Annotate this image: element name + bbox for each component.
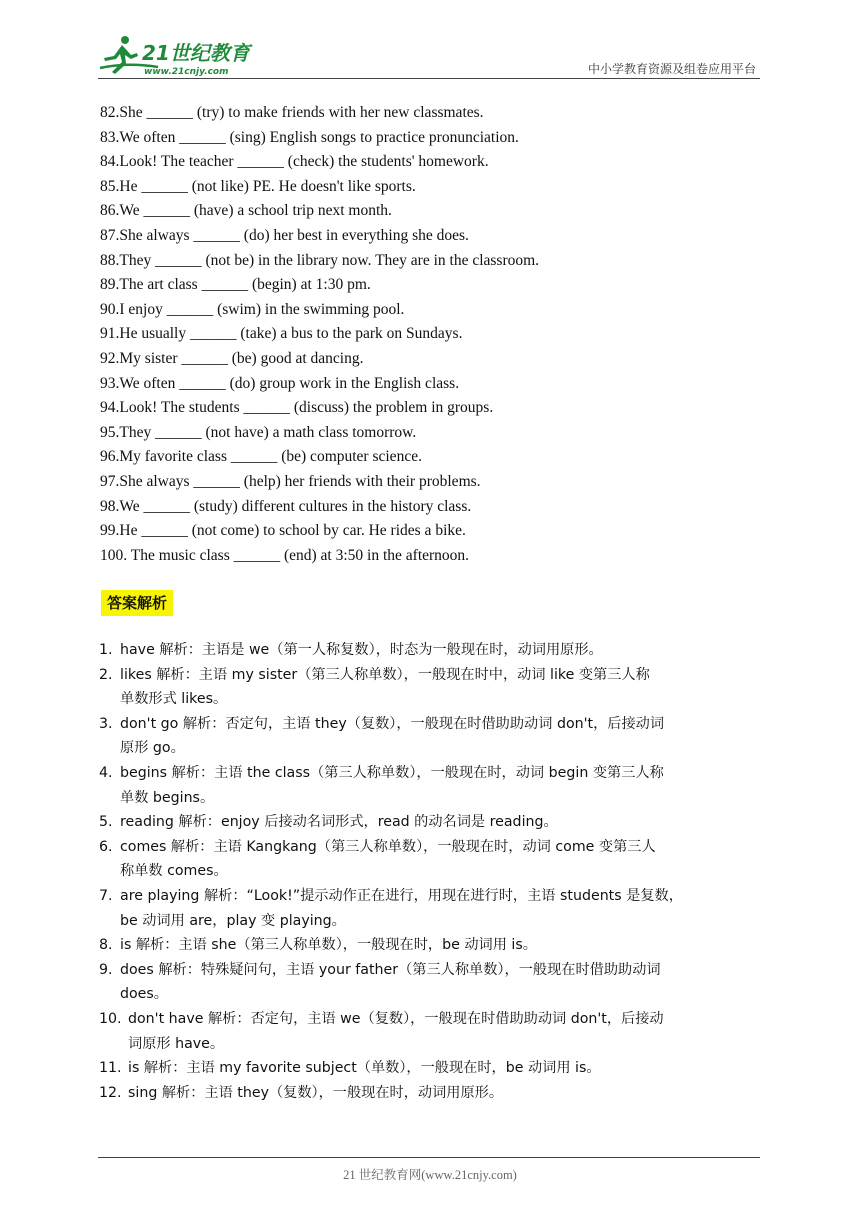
- answer-item: [99, 638, 763, 663]
- answer-number: 11.: [99, 1060, 122, 1077]
- answer-line: sing 解析：主语 they（复数），一般现在时，动词用原形。: [128, 1084, 504, 1101]
- answer-item: [99, 663, 763, 712]
- answer-item: [99, 1081, 763, 1106]
- answer-number: 1.: [99, 642, 113, 658]
- question-item: 93.We often ______ (do) group work in the English class.: [100, 374, 460, 392]
- answer-list: [99, 638, 763, 1105]
- question-list: [100, 101, 760, 568]
- answer-item: [99, 835, 763, 884]
- footer-divider: [98, 1157, 760, 1158]
- answer-line: 原形 go。: [120, 740, 185, 757]
- question-item: 84.Look! The teacher ______ (check) the students' homework.: [100, 153, 489, 171]
- answer-line: 单数形式 likes。: [120, 691, 228, 708]
- answer-item: [99, 1007, 763, 1056]
- answer-number: 12.: [99, 1084, 122, 1101]
- question-item: 83.We often ______ (sing) English songs to practice pronunciation.: [100, 128, 519, 146]
- page-header: [98, 34, 760, 80]
- question-item: 95.They ______ (not have) a math class tomorrow.: [100, 423, 417, 441]
- answer-line: have 解析：主语是 we（第一人称复数），时态为一般现在时，动词用原形。: [120, 642, 603, 658]
- answer-item: [99, 958, 763, 1007]
- answer-line: does。: [120, 986, 168, 1003]
- question-item: 91.He usually ______ (take) a bus to the park on Sundays.: [100, 325, 463, 343]
- answer-number: 7.: [99, 887, 113, 904]
- answer-line: reading 解析：enjoy 后接动名词形式，read 的动名词是 reading。: [120, 814, 558, 831]
- question-item: 87.She always ______ (do) her best in everything she does.: [100, 226, 469, 244]
- answer-line: comes 解析：主语 Kangkang（第三人称单数），一般现在时，动词 come 变第三人: [120, 838, 656, 855]
- question-item: 96.My favorite class ______ (be) computer science.: [100, 448, 422, 466]
- answer-number: 3.: [99, 715, 113, 732]
- question-item: 89.The art class ______ (begin) at 1:30 pm.: [100, 276, 371, 294]
- answer-item: [99, 884, 763, 933]
- answer-line: 称单数 comes。: [120, 863, 228, 880]
- answer-line: likes 解析：主语 my sister（第三人称单数），一般现在时中，动词 like 变第三人称: [120, 666, 650, 683]
- question-item: 97.She always ______ (help) her friends with their problems.: [100, 472, 481, 490]
- answer-line: is 解析：主语 she（第三人称单数），一般现在时，be 动词用 is。: [120, 937, 537, 954]
- answer-item: [99, 1056, 763, 1081]
- answer-line: 单数 begins。: [120, 789, 215, 806]
- answer-number: 10.: [99, 1010, 122, 1027]
- answer-item: [99, 761, 763, 810]
- header-divider: [98, 78, 760, 79]
- answer-heading: 答案解析: [101, 590, 173, 616]
- question-item: 88.They ______ (not be) in the library now. They are in the classroom.: [100, 251, 540, 269]
- question-item: 92.My sister ______ (be) good at dancing.: [100, 349, 364, 367]
- header-tagline: 中小学教育资源及组卷应用平台: [587, 62, 756, 76]
- footer-text: 21 世纪教育网(www.21cnjy.com): [343, 1168, 517, 1182]
- answer-number: 2.: [99, 666, 113, 683]
- answer-line: does 解析：特殊疑问句，主语 your father（第三人称单数），一般现在时借助助动词: [120, 961, 661, 978]
- question-item: 98.We ______ (study) different cultures in the history class.: [100, 497, 472, 515]
- logo-brand: 21世纪教育: [142, 41, 250, 65]
- answer-item: [99, 933, 763, 958]
- answer-number: 8.: [99, 937, 113, 954]
- answer-number: 4.: [99, 764, 113, 781]
- question-item: 94.Look! The students ______ (discuss) the problem in groups.: [100, 399, 494, 417]
- answer-line: begins 解析：主语 the class（第三人称单数），一般现在时，动词 begin 变第三人称: [120, 764, 664, 781]
- answer-item: [99, 712, 763, 761]
- logo-icon: [98, 34, 268, 78]
- answer-number: 9.: [99, 961, 113, 978]
- answer-line: don't have 解析：否定句，主语 we（复数），一般现在时借助助动词 don't，后接动: [128, 1010, 664, 1027]
- question-item: 90.I enjoy ______ (swim) in the swimming pool.: [100, 300, 405, 318]
- question-item: 82.She ______ (try) to make friends with her new classmates.: [100, 104, 484, 121]
- answer-item: [99, 810, 763, 835]
- logo-url: www.21cnjy.com: [144, 67, 229, 77]
- answer-line: 词原形 have。: [128, 1035, 225, 1052]
- question-item: 100. The music class ______ (end) at 3:50 in the afternoon.: [100, 546, 470, 564]
- question-item: 85.He ______ (not like) PE. He doesn't like sports.: [100, 177, 416, 195]
- answer-line: don't go 解析：否定句，主语 they（复数），一般现在时借助助动词 don't，后接动词: [120, 715, 665, 732]
- question-item: 86.We ______ (have) a school trip next month.: [100, 202, 392, 220]
- answer-number: 5.: [99, 814, 113, 831]
- answer-line: be 动词用 are，play 变 playing。: [120, 912, 346, 929]
- question-item: 99.He ______ (not come) to school by car. He rides a bike.: [100, 522, 466, 540]
- answer-line: is 解析：主语 my favorite subject（单数），一般现在时，be 动词用 is。: [128, 1060, 601, 1077]
- answer-number: 6.: [99, 838, 113, 855]
- answer-line: are playing 解析：“Look!”提示动作正在进行，用现在进行时，主语 students 是复数，: [120, 887, 683, 904]
